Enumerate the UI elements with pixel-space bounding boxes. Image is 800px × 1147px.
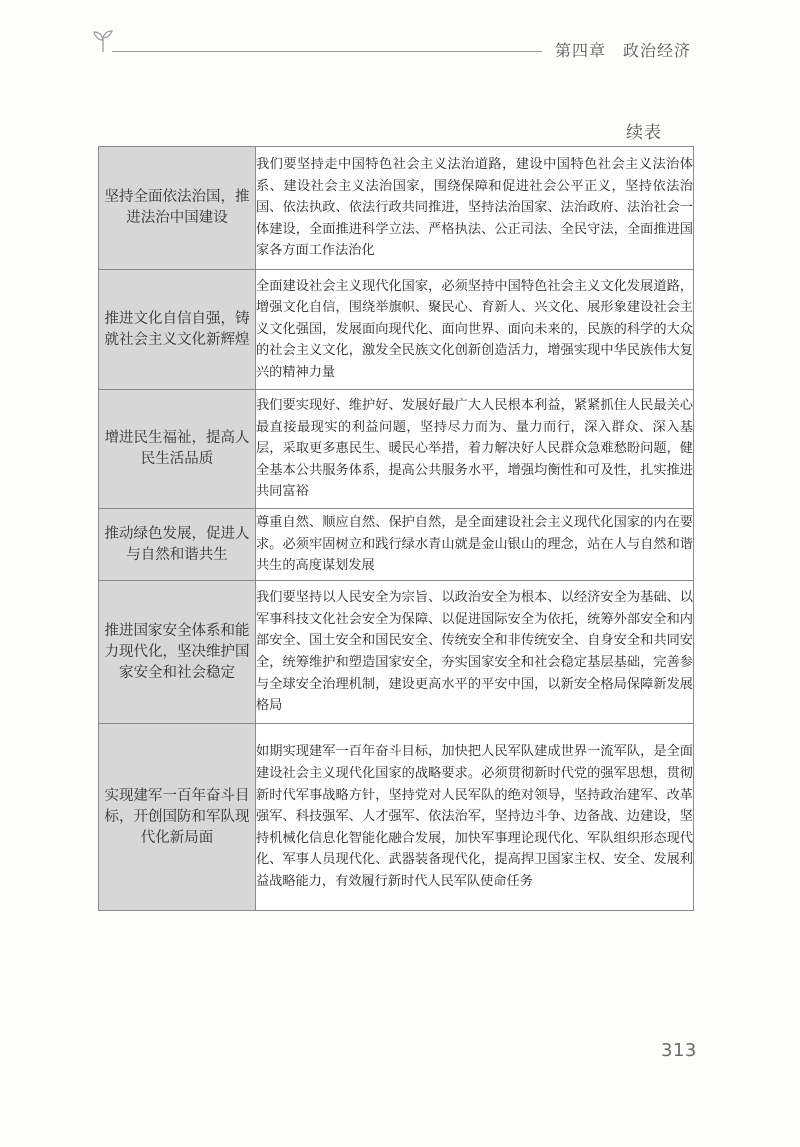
row-topic: 推进文化自信自强，铸就社会主义文化新辉煌 — [99, 270, 256, 390]
table-row — [99, 270, 694, 390]
page-header — [0, 0, 800, 70]
row-content: 尊重自然、顺应自然、保护自然，是全面建设社会主义现代化国家的内在要求。必须牢固树立和践行绿水青山就是金山银山的理念，站在人与自然和谐共生的高度谋划发展 — [256, 509, 694, 581]
table-row — [99, 581, 694, 724]
row-topic: 实现建军一百年奋斗目标，开创国防和军队现代化新局面 — [99, 724, 256, 911]
row-topic: 坚持全面依法治国，推进法治中国建设 — [99, 147, 256, 270]
row-content: 全面建设社会主义现代化国家，必须坚持中国特色社会主义文化发展道路，增强文化自信，围绕举旗帜、聚民心、育新人、兴文化、展形象建设社会主义文化强国，发展面向现代化、面向世界、面向未来的，民族的科学的大众的社会主义文化，激发全民族文化创新创造活力，增强实现中华民族伟大复兴的精神力量 — [256, 270, 694, 390]
row-content: 我们要坚持走中国特色社会主义法治道路，建设中国特色社会主义法治体系、建设社会主义法治国家，围绕保障和促进社会公平正义，坚持依法治国、依法执政、依法行政共同推进，坚持法治国家、法治政府、法治社会一体建设，全面推进科学立法、严格执法、公正司法、全民守法，全面推进国家各方面工作法治化 — [256, 147, 694, 270]
table-row — [99, 390, 694, 509]
row-topic: 推进国家安全体系和能力现代化，坚决维护国家安全和社会稳定 — [99, 581, 256, 724]
table-row — [99, 147, 694, 270]
table-row — [99, 509, 694, 581]
table-continued-label: 续表 — [626, 123, 662, 143]
row-topic: 增进民生福祉，提高人民生活品质 — [99, 390, 256, 509]
row-content: 如期实现建军一百年奋斗目标，加快把人民军队建成世界一流军队，是全面建设社会主义现代化国家的战略要求。必须贯彻新时代党的强军思想，贯彻新时代军事战略方针，坚持党对人民军队的绝对领导，坚持政治建军、改革强军、科技强军、人才强军、依法治军，坚持边斗争、边备战、边建设，坚持机械化信息化智能化融合发展，加快军事理论现代化、军队组织形态现代化、军事人员现代化、武器装备现代化，提高捍卫国家主权、安全、发展利益战略能力，有效履行新时代人民军队使命任务 — [256, 724, 694, 911]
row-topic: 推动绿色发展，促进人与自然和谐共生 — [99, 509, 256, 581]
row-content: 我们要坚持以人民安全为宗旨、以政治安全为根本、以经济安全为基础、以军事科技文化社会安全为保障、以促进国际安全为依托，统筹外部安全和内部安全、国土安全和国民安全、传统安全和非传统安全、自身安全和共同安全，统筹维护和塑造国家安全，夯实国家安全和社会稳定基层基础，完善参与全球安全治理机制，建设更高水平的平安中国，以新安全格局保障新发展格局 — [256, 581, 694, 724]
table-row — [99, 724, 694, 911]
header-rule — [112, 51, 542, 52]
chapter-title: 第四章 政治经济 — [555, 41, 692, 60]
row-content: 我们要实现好、维护好、发展好最广大人民根本利益，紧紧抓住人民最关心最直接最现实的利益问题，坚持尽力而为、量力而行，深入群众、深入基层，采取更多惠民生、暖民心举措，着力解决好人民群众急难愁盼问题，健全基本公共服务体系，提高公共服务水平，增强均衡性和可及性，扎实推进共同富裕 — [256, 390, 694, 509]
policy-table — [98, 146, 694, 911]
page-number: 313 — [661, 1040, 697, 1061]
